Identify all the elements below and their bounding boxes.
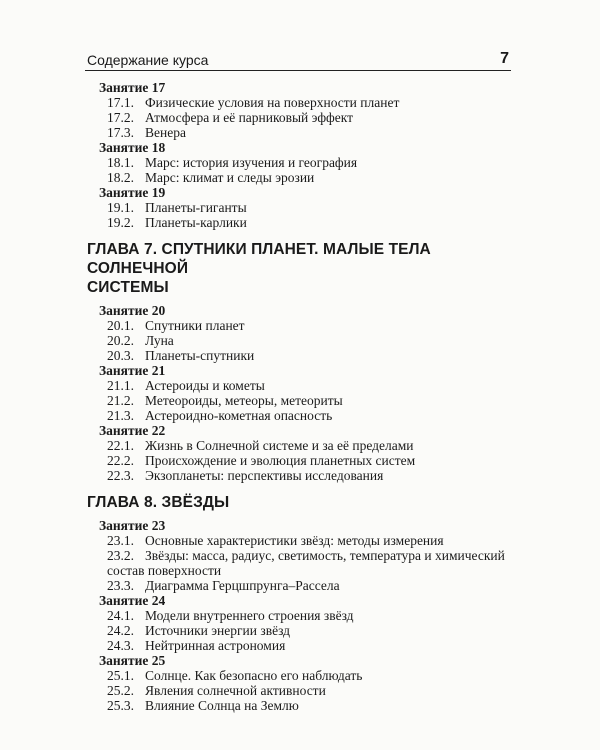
lesson-heading: Занятие 23	[99, 518, 166, 533]
topic-item	[107, 155, 517, 170]
topic-item	[107, 110, 517, 125]
topic-item	[107, 683, 517, 698]
topic-number: 21.3.	[107, 408, 134, 423]
topic-item	[107, 638, 517, 653]
lesson-heading: Занятие 22	[99, 423, 166, 438]
topic-text: Марс: климат и следы эрозии	[145, 170, 315, 185]
table-of-contents	[87, 80, 517, 713]
chapter-title-line: ГЛАВА 7. СПУТНИКИ ПЛАНЕТ. МАЛЫЕ ТЕЛА СОЛНЕЧНОЙ	[87, 241, 431, 277]
topic-text: Астероидно-кометная опасность	[145, 408, 333, 423]
topic-number: 19.1.	[107, 200, 134, 215]
topic-number: 25.3.	[107, 698, 134, 713]
topic-text: Планеты-карлики	[145, 215, 247, 230]
topic-continuation: состав поверхности	[107, 563, 222, 578]
topic-text: Явления солнечной активности	[145, 683, 326, 698]
topic-number: 22.1.	[107, 438, 134, 453]
topic-number: 21.2.	[107, 393, 134, 408]
topic-number: 22.2.	[107, 453, 134, 468]
topic-number: 24.2.	[107, 623, 134, 638]
topic-text: Происхождение и эволюция планетных систем	[145, 453, 416, 468]
topic-number: 19.2.	[107, 215, 134, 230]
topic-text: Венера	[145, 125, 186, 140]
topic-item	[107, 533, 517, 548]
topic-item	[107, 608, 517, 623]
topic-number: 23.2.	[107, 548, 134, 563]
lesson-heading: Занятие 24	[99, 593, 166, 608]
topic-number: 23.3.	[107, 578, 134, 593]
topic-text: Солнце. Как безопасно его наблюдать	[145, 668, 363, 683]
topic-item	[107, 378, 517, 393]
topic-item	[107, 95, 517, 110]
topic-number: 24.3.	[107, 638, 134, 653]
topic-number: 18.1.	[107, 155, 134, 170]
topic-number: 22.3.	[107, 468, 134, 483]
lesson-heading: Занятие 19	[99, 185, 166, 200]
topic-number: 25.1.	[107, 668, 134, 683]
topic-number: 23.1.	[107, 533, 134, 548]
lesson-heading: Занятие 21	[99, 363, 166, 378]
topic-item	[107, 578, 517, 593]
topic-number: 17.2.	[107, 110, 134, 125]
topic-number: 17.1.	[107, 95, 134, 110]
topic-item	[107, 408, 517, 423]
topic-number: 17.3.	[107, 125, 134, 140]
topic-text: Физические условия на поверхности планет	[145, 95, 400, 110]
topic-number: 18.2.	[107, 170, 134, 185]
lesson-heading: Занятие 18	[99, 140, 166, 155]
lesson-heading: Занятие 17	[99, 80, 166, 95]
topic-text: Луна	[145, 333, 174, 348]
topic-item	[107, 215, 517, 230]
topic-text: Влияние Солнца на Землю	[145, 698, 299, 713]
topic-item	[107, 438, 517, 453]
topic-item	[107, 393, 517, 408]
topic-number: 20.2.	[107, 333, 134, 348]
topic-item	[107, 623, 517, 638]
topic-item	[107, 125, 517, 140]
topic-item	[107, 170, 517, 185]
chapter-7-heading	[87, 240, 517, 297]
running-header	[85, 50, 511, 71]
topic-text: Атмосфера и её парниковый эффект	[145, 110, 354, 125]
topic-number: 25.2.	[107, 683, 134, 698]
topic-text: Астероиды и кометы	[145, 378, 265, 393]
topic-text: Планеты-спутники	[145, 348, 255, 363]
topic-item	[107, 548, 517, 563]
chapter-title-line: СИСТЕМЫ	[87, 279, 169, 296]
topic-item	[107, 333, 517, 348]
topic-text: Спутники планет	[145, 318, 245, 333]
topic-item	[107, 318, 517, 333]
topic-text: Экзопланеты: перспективы исследования	[145, 468, 384, 483]
topic-text: Марс: история изучения и география	[145, 155, 358, 170]
topic-text: Источники энергии звёзд	[145, 623, 291, 638]
topic-text: Диаграмма Герцшпрунга–Рассела	[145, 578, 340, 593]
topic-number: 24.1.	[107, 608, 134, 623]
lesson-heading: Занятие 25	[99, 653, 166, 668]
topic-text: Жизнь в Солнечной системе и за её пределами	[145, 438, 414, 453]
chapter-8-heading	[87, 493, 517, 512]
topic-text: Нейтринная астрономия	[145, 638, 286, 653]
topic-number: 21.1.	[107, 378, 134, 393]
topic-number: 20.1.	[107, 318, 134, 333]
topic-item	[107, 200, 517, 215]
topic-text: Метеороиды, метеоры, метеориты	[145, 393, 343, 408]
chapter-title-line: ГЛАВА 8. ЗВЁЗДЫ	[87, 494, 230, 511]
topic-item	[107, 348, 517, 363]
topic-text: Звёзды: масса, радиус, светимость, температура и химический	[145, 548, 505, 563]
page-number: 7	[500, 50, 509, 67]
topic-item	[107, 468, 517, 483]
topic-text: Модели внутреннего строения звёзд	[145, 608, 354, 623]
topic-item	[107, 453, 517, 468]
header-title: Содержание курса	[87, 52, 209, 68]
topic-text: Основные характеристики звёзд: методы измерения	[145, 533, 444, 548]
lesson-heading: Занятие 20	[99, 303, 166, 318]
topic-number: 20.3.	[107, 348, 134, 363]
topic-item	[107, 668, 517, 683]
topic-item	[107, 698, 517, 713]
topic-text: Планеты-гиганты	[145, 200, 247, 215]
